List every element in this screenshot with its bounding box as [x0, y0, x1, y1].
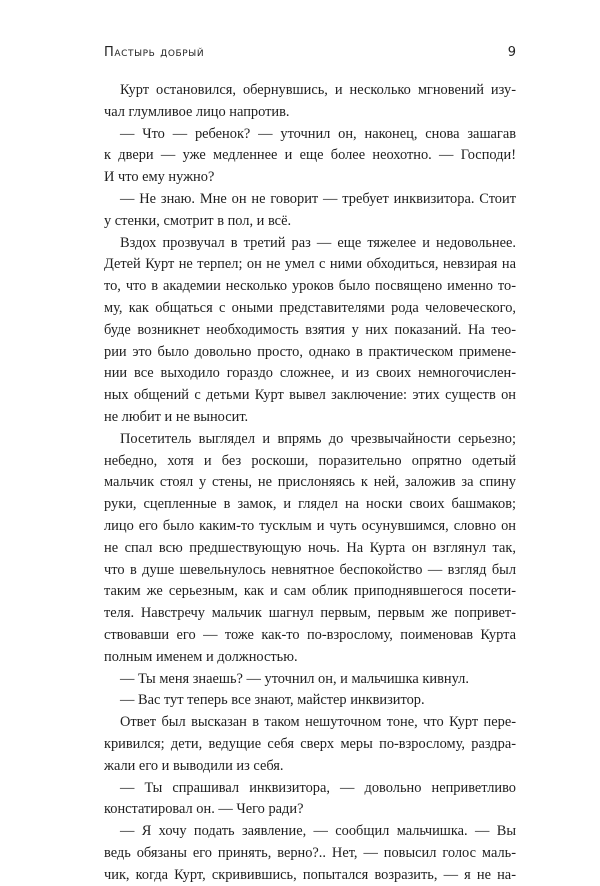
text-line: — Что — ребенок? — уточнил он, наконец, снова зашагав [120, 125, 516, 142]
text-line: нии все выходило гораздо сложнее, и из своих немногочислен- [104, 365, 516, 382]
text-line: — Не знаю. Мне он не говорит — требует инквизитора. Стоит [120, 190, 516, 207]
text-line: чик, когда Курт, скривившись, попытался возразить, — я не на- [104, 866, 516, 883]
text-line: Курт остановился, обернувшись, и несколько мгновений изу- [120, 82, 516, 98]
running-head [104, 45, 516, 65]
text-line: — Я хочу подать заявление, — сообщил мальчишка. — Вы [120, 823, 516, 840]
text-line: — Вас тут теперь все знают, майстер инквизитор. [120, 692, 425, 709]
text-line: у стенки, смотрит в пол, и всё. [104, 212, 292, 229]
text-line: ведь обязаны его принять, верно?.. Нет, — повысил голос маль- [104, 844, 516, 861]
text-line: — Ты спрашивал инквизитора, — довольно неприветливо [120, 779, 516, 796]
text-line: констатировал он. — Чего ради? [104, 801, 304, 818]
text-line: к двери — уже медленнее и еще более неохотно. — Господи! [104, 147, 516, 164]
text-line: Детей Курт не терпел; он не умел с ними обходиться, невзирая на [104, 256, 516, 273]
text-line: теля. Навстречу мальчик шагнул первым, первым же попривет- [104, 605, 516, 622]
text-line: кривился; дети, ведущие себя сверх меры по-взрослому, раздра- [104, 735, 516, 752]
text-line: — Ты меня знаешь? — уточнил он, и мальчишка кивнул. [120, 670, 469, 687]
running-title: Пастырь добрый [104, 45, 205, 60]
text-line: чал глумливое лицо напротив. [104, 103, 290, 120]
text-line: Ответ был высказан в таком нешуточном тоне, что Курт пере- [120, 714, 516, 731]
text-line: не любит и не выносит. [104, 408, 249, 425]
text-line: что в душе шевельнулось невнятное беспокойство — взгляд был [104, 561, 516, 578]
text-line: И что ему нужно? [104, 169, 215, 186]
text-line: жали его и выводили из себя. [104, 757, 284, 774]
text-line: лицо его было каким-то тусклым и чуть осунувшимся, словно он [104, 517, 516, 534]
text-line: Посетитель выглядел и впрямь до чрезвычайности серьезно; [120, 430, 516, 447]
text-line: ных общений с детьми Курт вывел заключение: этих существ он [104, 387, 516, 404]
text-line: му, как общаться с оными представителями рода человеческого, [104, 299, 516, 316]
page-number: 9 [507, 45, 516, 60]
text-line: ствовавши его — тоже как-то по-взрослому, поименовав Курта [104, 626, 516, 643]
text-line: таким же серьезным, как и сам облик приподнявшегося посети- [104, 583, 516, 600]
text-line: то, что в академии несколько уроков было посвящено именно то- [104, 278, 516, 295]
text-line: буде возникнет необходимость взятия у них показаний. На тео- [104, 321, 516, 338]
text-line: небедно, хотя и без роскоши, поразительно опрятно одетый [104, 452, 516, 469]
body-text [104, 80, 516, 886]
text-line: Вздох прозвучал в третий раз — еще тяжелее и недовольнее. [120, 234, 516, 251]
text-line: мальчик стоял у стены, не прислоняясь к ней, заложив за спину [104, 474, 516, 491]
text-line: не спал всю предшествующую ночь. На Курта он взглянул так, [104, 539, 516, 556]
text-line: полным именем и должностью. [104, 648, 298, 665]
text-line: рии это было довольно просто, однако в практическом примене- [104, 343, 516, 360]
text-line: руки, сцепленные в замок, и глядел на носки своих башмаков; [104, 496, 516, 513]
